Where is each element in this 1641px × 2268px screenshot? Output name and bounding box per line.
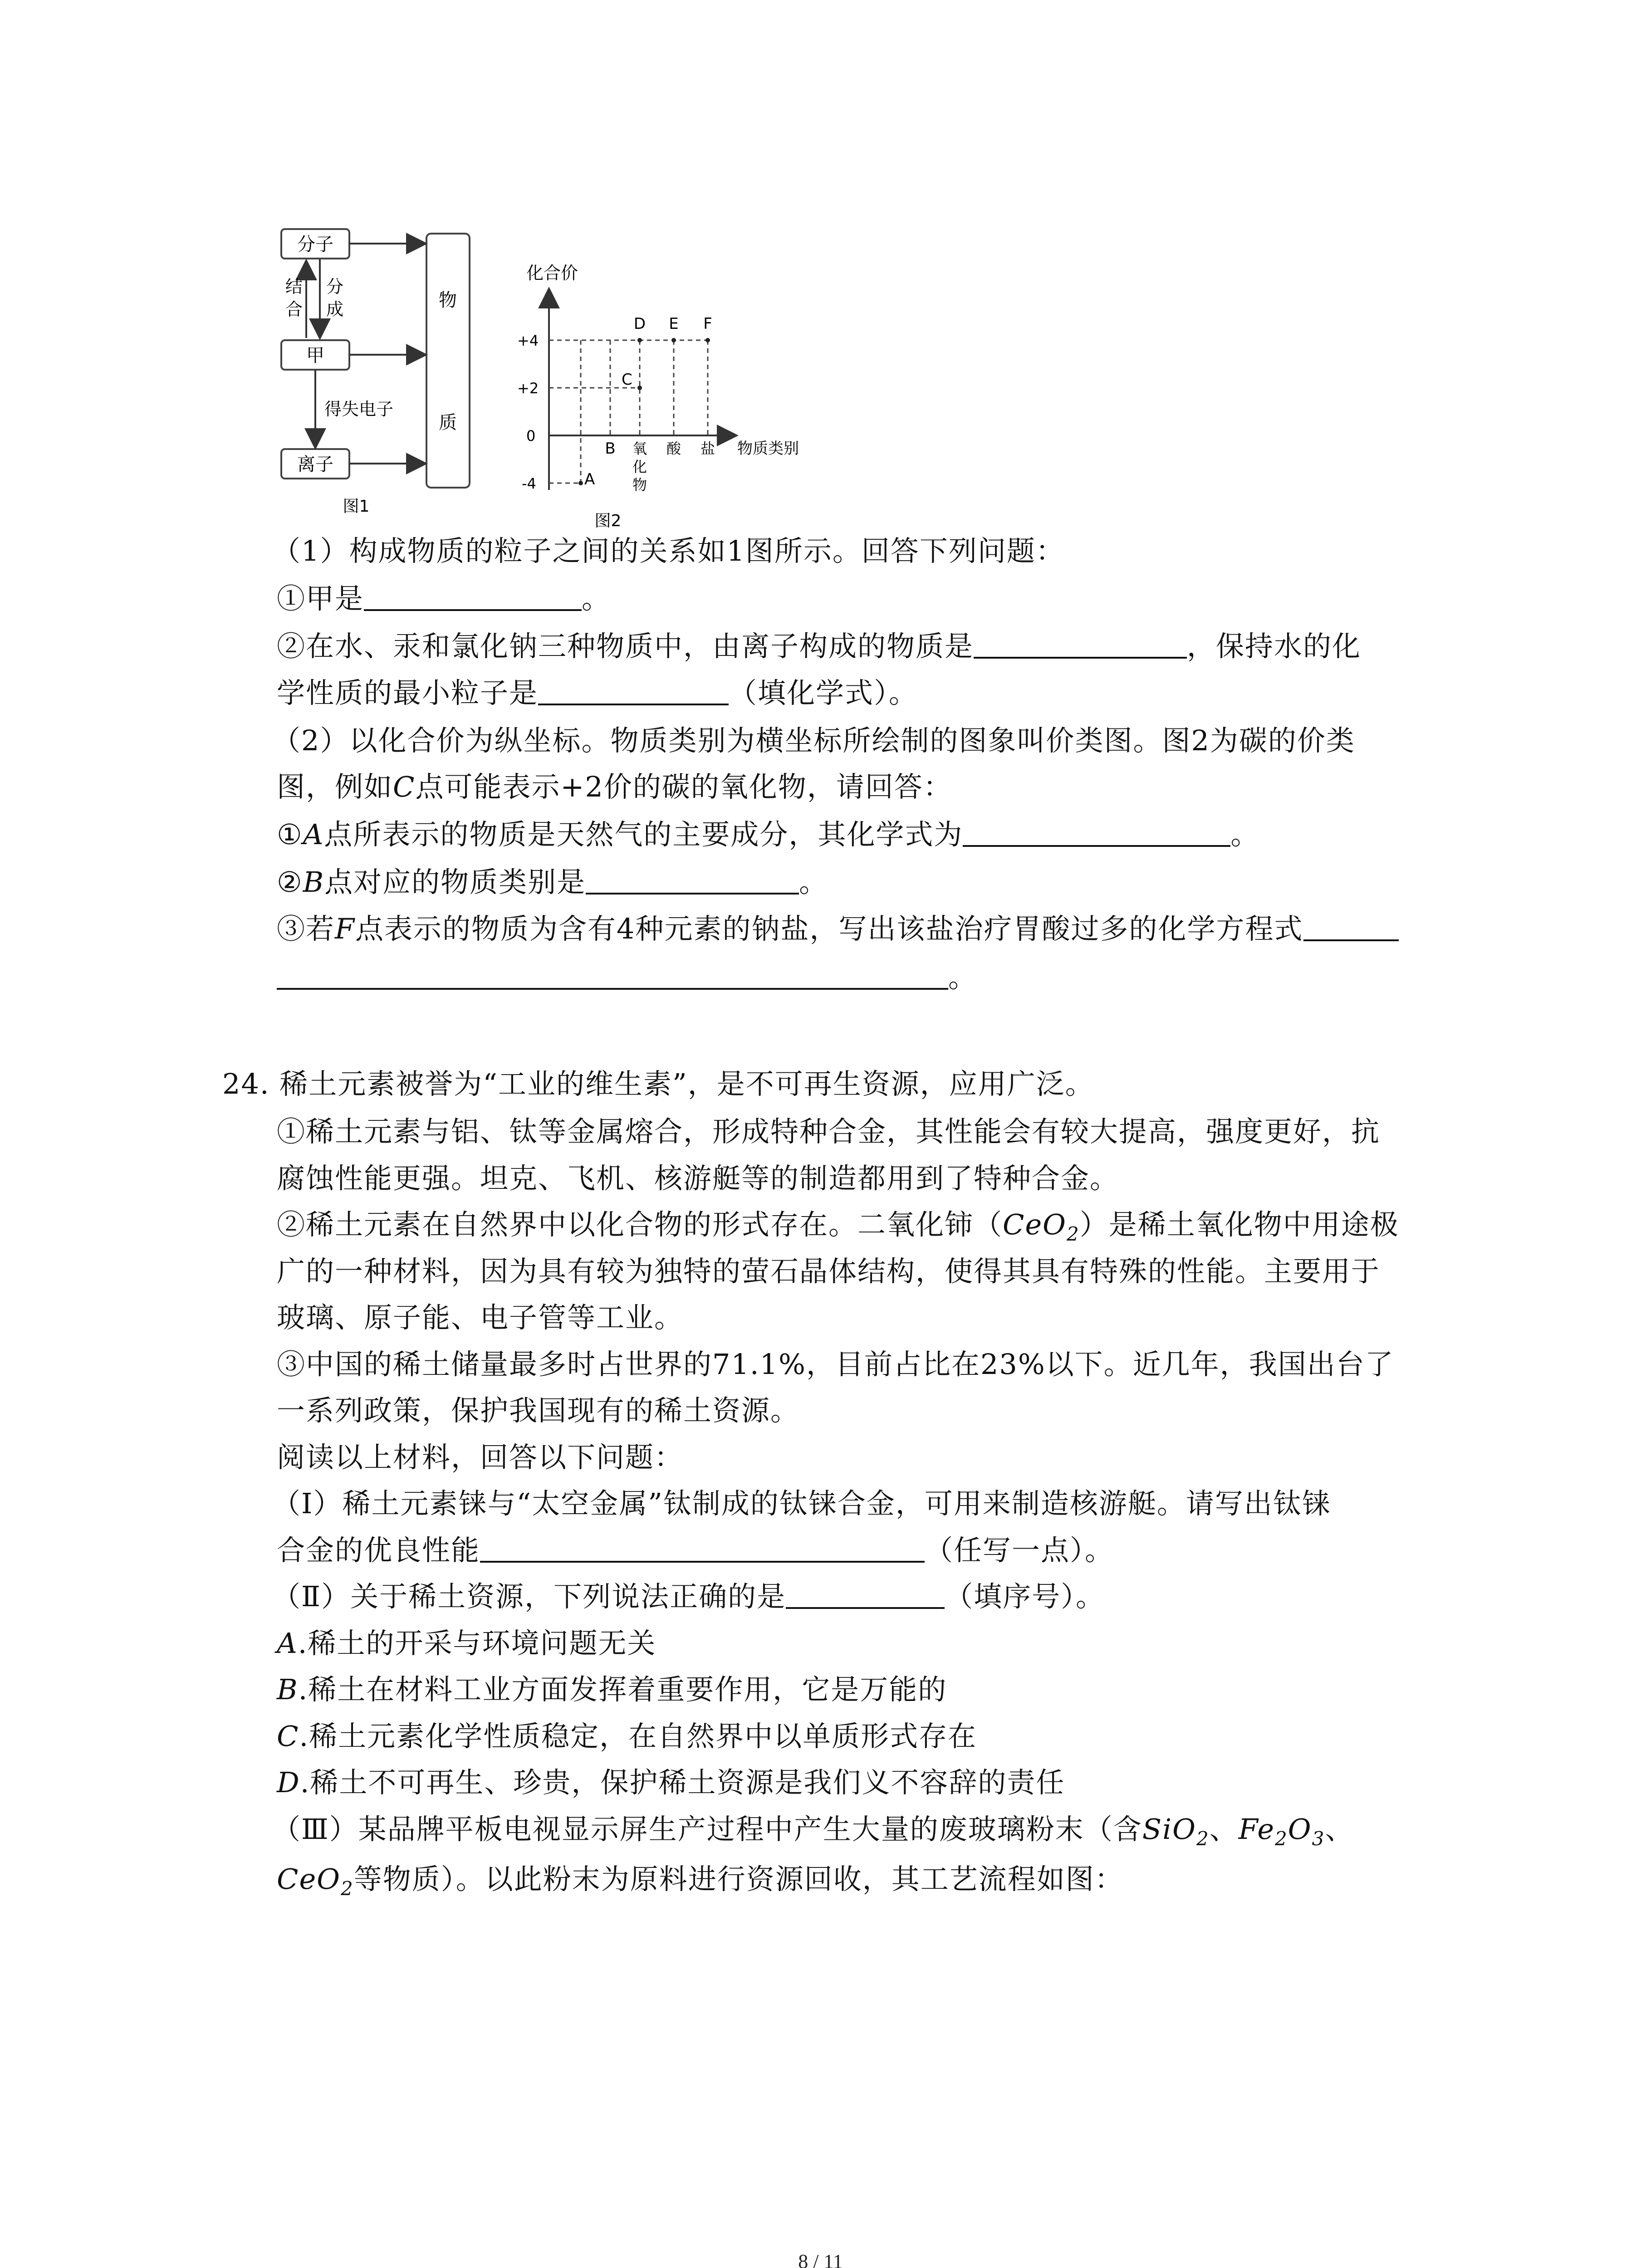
q23-part2-c2 [277, 959, 977, 996]
q24-sub3-b [277, 1861, 1124, 1900]
q24-material-2a-pre: ②稀土元素在自然界中以化合物的形式存在。二氧化铈（ [277, 1208, 1003, 1241]
q24-material-2c: 玻璃、原子能、电子管等工业。 [277, 1301, 684, 1334]
q23-part2-b-text: 点对应的物质类别是 [324, 865, 586, 899]
answer-blank-water-particle[interactable] [538, 675, 729, 705]
option-c-letter: C [277, 1720, 299, 1753]
q24-material-2a-post: ）是稀土氧化物中用途极 [1079, 1208, 1399, 1241]
y-tick-plus2: +2 [517, 380, 539, 397]
q24-option-a [277, 1625, 656, 1662]
x-label-oxide-2: 化 [632, 458, 647, 475]
q23-part2-intro-2 [277, 769, 952, 805]
answer-blank-jia[interactable] [364, 581, 582, 611]
formula-ceo2-2-main: CeO [277, 1862, 341, 1896]
formula-sio2-sub: 2 [1196, 1828, 1210, 1850]
q24-sub1-b-post: （任写一点）。 [925, 1534, 1114, 1567]
y-tick-zero: 0 [526, 427, 536, 445]
q23-part2-b-pre: ② [277, 865, 303, 899]
q23-part1-a-end: 。 [582, 582, 611, 615]
q24-material-3b: 一系列政策，保护我国现有的稀土资源。 [277, 1394, 800, 1427]
q24-read-prompt: 阅读以上材料，回答以下问题： [277, 1441, 684, 1474]
q24-sub1-a: （Ⅰ）稀土元素铼与“太空金属”钛制成的钛铼合金，可用来制造核游艇。请写出钛铼 [272, 1487, 1331, 1520]
q23-part1-b2-end: （填化学式）。 [729, 676, 918, 709]
fig2-caption: 图2 [594, 512, 622, 530]
q23-part2-intro: （2）以化合价为纵坐标。物质类别为横坐标所绘制的图象叫价类图。图2为碳的价类 [272, 724, 1355, 757]
q23-part1-b2-text: 学性质的最小粒子是 [277, 676, 539, 709]
x-axis-title: 物质类别 [737, 440, 799, 458]
matter-box [426, 234, 470, 488]
option-b-text: .稀土在材料工业方面发挥着重要作用，它是万能的 [298, 1673, 947, 1706]
point-d [637, 338, 642, 342]
q24-sub3-sep2: 、 [1325, 1813, 1354, 1846]
q24-sub3-a-pre: （Ⅲ）某品牌平板电视显示屏生产过程中产生大量的废玻璃粉末（含 [272, 1813, 1142, 1846]
option-d-letter: D [277, 1766, 300, 1799]
q23-part2-a-pre: ① [277, 818, 303, 851]
y-tick-plus4: +4 [517, 332, 539, 349]
q24-material-3a: ③中国的稀土储量最多时占世界的71.1%，目前占比在23%以下。近几年，我国出台了 [277, 1348, 1394, 1381]
formula-ceo2-2 [277, 1862, 354, 1900]
q23-point-c-ref: C [393, 770, 416, 803]
q24-option-d [277, 1765, 1065, 1801]
q23-part2-a-end: 。 [1230, 818, 1260, 851]
formula-fe2o3-sub2: 3 [1312, 1828, 1325, 1850]
q23-part2-intro-2-post: 点可能表示+2价的碳的氧化物，请回答： [415, 770, 952, 803]
q23-part1-b2 [277, 675, 918, 711]
q24-option-c [277, 1718, 977, 1755]
matter-char-2: 质 [439, 412, 457, 433]
split-char-2: 成 [326, 299, 344, 319]
formula-ceo2-main: CeO [1003, 1208, 1067, 1241]
q24-material-1b: 腐蚀性能更强。坦克、飞机、核游艇等的制造都用到了特种合金。 [277, 1162, 1119, 1195]
point-a [578, 481, 583, 485]
q24-sub1-b [277, 1532, 1114, 1569]
point-c [637, 386, 642, 390]
answer-blank-alloy-property[interactable] [480, 1533, 925, 1563]
q24-material-2a [277, 1207, 1399, 1243]
q24-sub3-b-post: 等物质）。以此粉末为原料进行资源回收，其工艺流程如图： [353, 1862, 1124, 1896]
q24-sub2-pre: （Ⅱ）关于稀土资源，下列说法正确的是 [272, 1580, 786, 1613]
answer-blank-formula[interactable] [963, 817, 1230, 847]
figure-2 [508, 254, 880, 535]
formula-fe2o3-sub1: 2 [1275, 1828, 1288, 1850]
q23-point-b-ref: B [303, 865, 325, 899]
formula-sio2 [1142, 1813, 1210, 1850]
q23-part2-intro-2-pre: 图，例如 [277, 770, 393, 803]
figure-1 [272, 222, 481, 535]
q24-material-1a: ①稀土元素与铝、钛等金属熔合，形成特种合金，其性能会有较大提高，强度更好，抗 [277, 1115, 1381, 1148]
q24-option-b [277, 1672, 947, 1708]
q23-part1-intro: （1）构成物质的粒子之间的关系如1图所示。回答下列问题： [272, 534, 1065, 567]
q23-part2-c-pre: ③若 [277, 912, 335, 945]
answer-blank-category[interactable] [586, 865, 799, 894]
q23-part1-b-text: ②在水、汞和氯化钠三种物质中，由离子构成的物质是 [277, 630, 974, 663]
point-e-label: E [669, 315, 679, 333]
q23-part2-a-text: 点所表示的物质是天然气的主要成分，其化学式为 [324, 818, 963, 851]
molecule-label: 分子 [297, 234, 333, 255]
q23-part1-a-text: ①甲是 [277, 582, 364, 615]
answer-blank-option[interactable] [786, 1579, 945, 1609]
q23-part2-a [277, 816, 1259, 853]
x-label-oxide-1: 氧 [632, 440, 647, 457]
point-e [671, 338, 676, 342]
formula-fe2o3-o: O [1288, 1813, 1312, 1846]
q23-part2-b-end: 。 [799, 865, 828, 899]
option-a-letter: A [277, 1627, 298, 1660]
y-axis-title: 化合价 [526, 263, 578, 283]
x-label-b: B [605, 440, 616, 458]
option-a-text: .稀土的开采与环境问题无关 [298, 1627, 656, 1660]
q23-part2-c2-end: 。 [948, 961, 978, 994]
option-b-letter: B [277, 1673, 299, 1706]
q23-part1-a [277, 581, 611, 617]
q24-sub2 [272, 1579, 1105, 1615]
combine-char-1: 结 [285, 277, 303, 297]
q23-part2-c [277, 911, 1399, 947]
point-f [705, 338, 710, 342]
formula-ceo2 [1003, 1208, 1080, 1245]
q24-sub3-a [272, 1811, 1354, 1848]
q23-part1-b-end: ，保持水的化 [1187, 630, 1362, 663]
point-d-label: D [633, 315, 646, 333]
q24-sub3-sep1: 、 [1209, 1813, 1239, 1846]
option-c-text: .稀土元素化学性质稳定，在自然界中以单质形式存在 [299, 1720, 977, 1753]
page-number: 8 / 11 [798, 2250, 843, 2268]
x-label-acid: 酸 [666, 440, 681, 457]
formula-ceo2-2-sub: 2 [340, 1877, 354, 1900]
matter-char-1: 物 [439, 290, 457, 311]
combine-char-2: 合 [285, 299, 303, 319]
point-f-label: F [703, 315, 712, 333]
q23-part2-c-text: 点表示的物质为含有4种元素的钠盐，写出该盐治疗胃酸过多的化学方程式 [355, 912, 1303, 945]
q24-sub2-post: （填序号）。 [945, 1580, 1105, 1613]
jia-label: 甲 [306, 345, 324, 366]
answer-blank-equation-2[interactable] [277, 960, 948, 990]
q24-title: 24. 稀土元素被誉为“工业的维生素”，是不可再生资源，应用广泛。 [222, 1067, 1094, 1100]
formula-ceo2-sub: 2 [1066, 1223, 1080, 1245]
q23-part2-b [277, 864, 828, 900]
formula-fe2o3 [1238, 1813, 1325, 1850]
ion-label: 离子 [297, 454, 333, 475]
x-label-salt: 盐 [700, 440, 715, 457]
q23-part1-b [277, 628, 1361, 665]
formula-fe2o3-fe: Fe [1238, 1813, 1275, 1846]
point-c-label: C [622, 371, 632, 389]
x-label-oxide-3: 物 [632, 476, 647, 494]
formula-sio2-main: SiO [1142, 1813, 1196, 1846]
fig1-caption: 图1 [343, 497, 370, 516]
q23-point-a-ref: A [303, 818, 324, 851]
electron-label: 得失电子 [324, 399, 394, 419]
q24-sub1-b-pre: 合金的优良性能 [277, 1534, 480, 1567]
q24-material-2b: 广的一种材料，因为具有较为独特的萤石晶体结构，使得其具有特殊的性能。主要用于 [277, 1255, 1381, 1288]
answer-blank-equation-1[interactable] [1303, 911, 1399, 941]
point-a-label: A [584, 470, 595, 489]
option-d-text: .稀土不可再生、珍贵，保护稀土资源是我们义不容辞的责任 [300, 1766, 1065, 1799]
y-tick-minus4: -4 [522, 475, 536, 492]
answer-blank-ionic-substance[interactable] [974, 629, 1187, 659]
split-char-1: 分 [326, 277, 344, 297]
q23-point-f-ref: F [335, 912, 356, 945]
